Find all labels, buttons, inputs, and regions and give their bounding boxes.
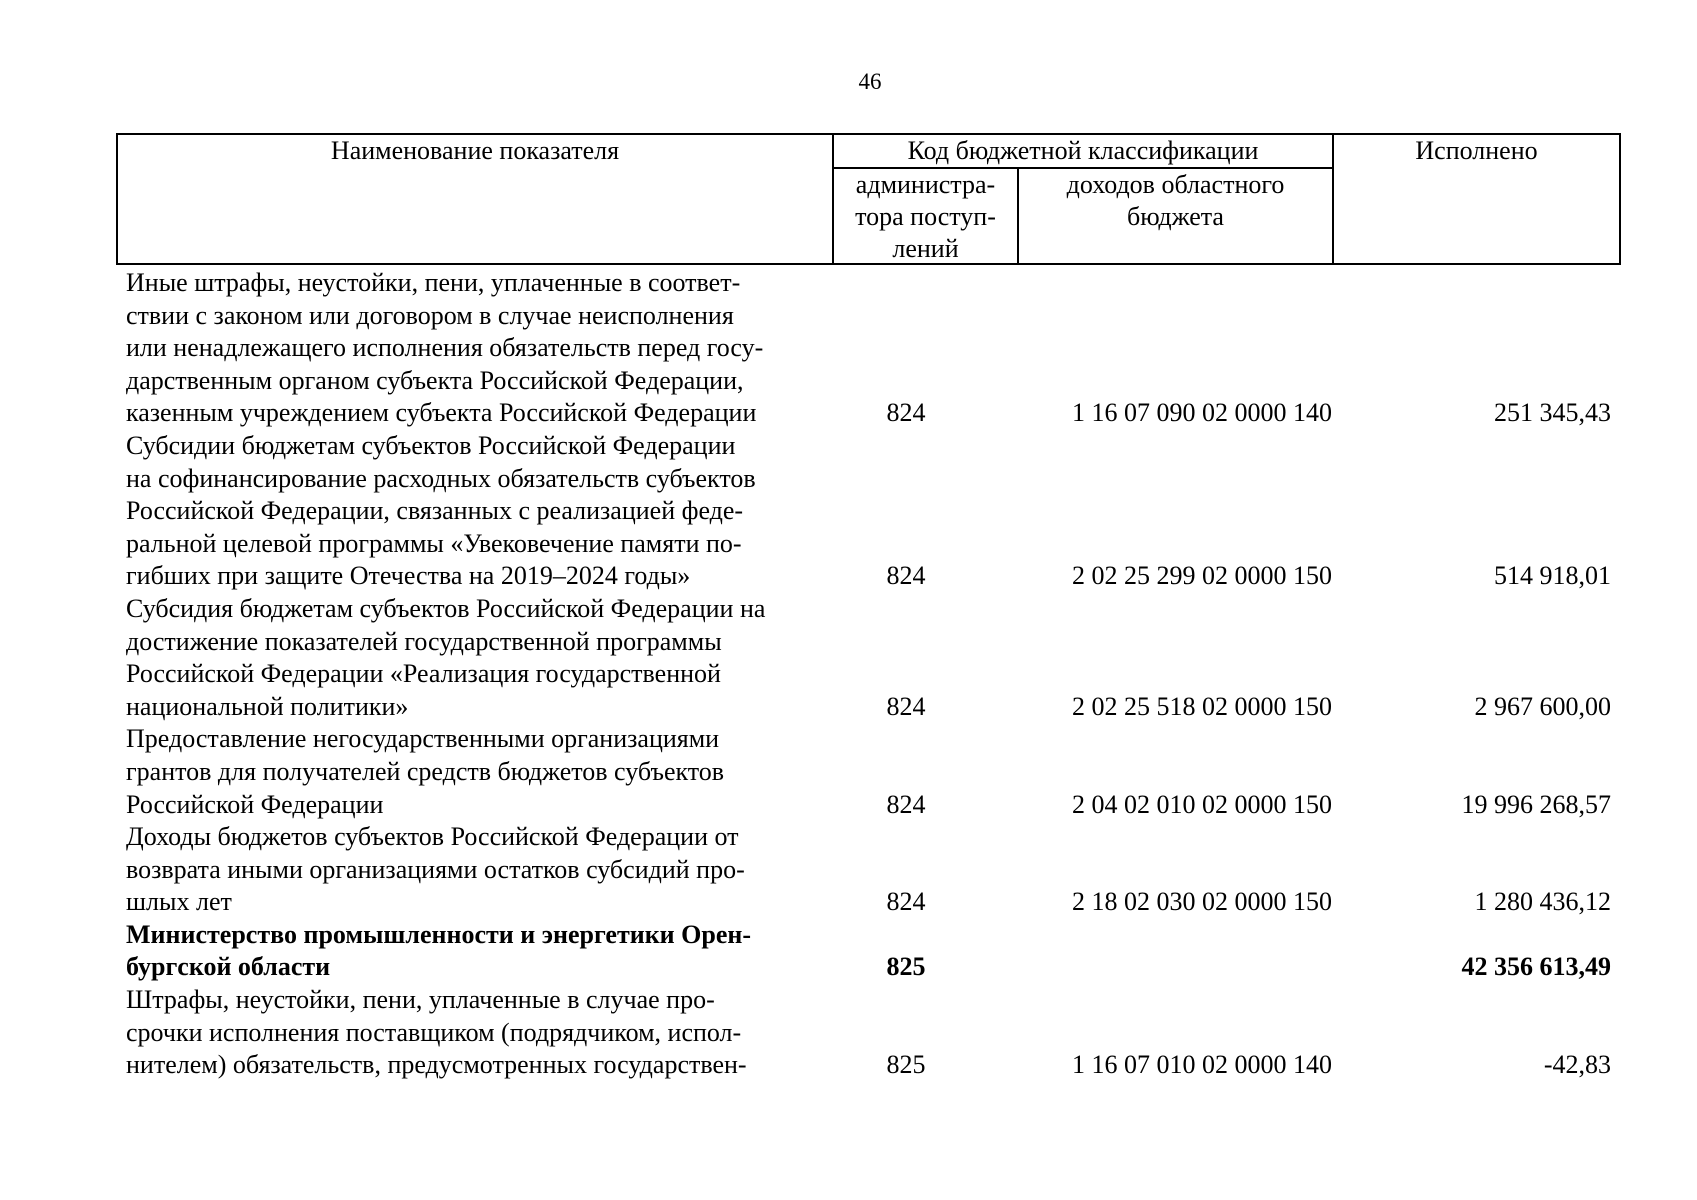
row-name [126, 267, 818, 430]
row-admin: 825 [886, 952, 926, 982]
row-admin: 824 [886, 561, 926, 591]
table-header [116, 133, 1621, 265]
row-name-line: Штрафы, неустойки, пени, уплаченные в случае про- [126, 985, 715, 1015]
row-admin: 825 [886, 1050, 926, 1080]
row-name-line: на софинансирование расходных обязательств субъектов [126, 463, 756, 493]
header-income-line: бюджета [1127, 202, 1224, 231]
row-amount: 251 345,43 [1494, 398, 1611, 428]
row-name-line: Российской Федерации [126, 789, 384, 819]
row-name-line: грантов для получателей средств бюджетов субъектов [126, 756, 725, 786]
row-name-line: гибших при защите Отечества на 2019–2024 годы» [126, 561, 691, 591]
row-name-line: Предоставление негосударственными организациями [126, 724, 720, 754]
table-body [126, 267, 1611, 1082]
row-code: 2 02 25 518 02 0000 150 [1072, 691, 1332, 721]
header-admin-line: администра- [855, 170, 996, 199]
header-income [1019, 169, 1332, 233]
row-name-line: Субсидии бюджетам субъектов Российской Федерации [126, 430, 736, 460]
row-name-line: шлых лет [126, 887, 232, 917]
row-admin: 824 [886, 789, 926, 819]
row-name-line: ствии с законом или договором в случае неисполнения [126, 300, 734, 330]
row-name-line: срочки исполнения поставщиком (подрядчиком, испол- [126, 1017, 742, 1047]
row-name-line: Иные штрафы, неустойки, пени, уплаченные в соответ- [126, 268, 741, 297]
table-row [126, 267, 1611, 430]
row-code: 1 16 07 090 02 0000 140 [1072, 398, 1332, 428]
header-admin-line: тора поступ- [855, 202, 996, 231]
header-admin-line: лений [892, 234, 959, 263]
table-row [126, 723, 1611, 821]
row-code: 2 04 02 010 02 0000 150 [1072, 789, 1332, 819]
table-row [126, 919, 1611, 984]
table-row [126, 593, 1611, 723]
row-name-line: дарственным органом субъекта Российской Федерации, [126, 365, 744, 395]
header-income-line: доходов областного [1066, 170, 1285, 199]
row-name-line: достижение показателей государственной программы [126, 626, 722, 656]
row-name-line: Российской Федерации «Реализация государственной [126, 659, 721, 689]
row-name-line: бургской области [126, 952, 331, 982]
row-name-line: возврата иными организациями остатков субсидий про- [126, 854, 745, 884]
table-row [126, 430, 1611, 593]
row-name-line: ральной целевой программы «Увековечение памяти по- [126, 528, 742, 558]
row-admin: 824 [886, 398, 926, 428]
row-admin: 824 [886, 691, 926, 721]
table-row [126, 821, 1611, 919]
row-name-line: или ненадлежащего исполнения обязательств перед госу- [126, 333, 764, 363]
row-amount: 514 918,01 [1494, 561, 1611, 591]
row-name-line: Российской Федерации, связанных с реализацией феде- [126, 496, 744, 526]
table-row [126, 984, 1611, 1082]
page-number: 46 [858, 69, 882, 94]
row-amount: 19 996 268,57 [1461, 789, 1611, 819]
row-name [126, 723, 818, 821]
header-admin [834, 169, 1017, 265]
row-name-line: Субсидия бюджетам субъектов Российской Федерации на [126, 593, 766, 623]
row-name [126, 593, 818, 723]
row-name [126, 919, 818, 984]
row-name-line: национальной политики» [126, 691, 409, 721]
row-admin: 824 [886, 887, 926, 917]
header-name: Наименование показателя [330, 136, 620, 165]
row-amount: -42,83 [1543, 1050, 1611, 1080]
row-code: 1 16 07 010 02 0000 140 [1072, 1050, 1332, 1080]
row-amount: 2 967 600,00 [1474, 691, 1611, 721]
row-name [126, 430, 818, 593]
row-name-line: казенным учреждением субъекта Российской Федерации [126, 398, 757, 428]
row-name-line: Министерство промышленности и энергетики Орен- [126, 919, 752, 949]
row-amount: 42 356 613,49 [1461, 952, 1611, 982]
row-amount: 1 280 436,12 [1474, 887, 1611, 917]
row-name [126, 821, 818, 919]
row-name-line: нителем) обязательств, предусмотренных государствен- [126, 1050, 747, 1080]
row-name-line: Доходы бюджетов субъектов Российской Федерации от [126, 822, 739, 852]
row-code: 2 18 02 030 02 0000 150 [1072, 887, 1332, 917]
row-code: 2 02 25 299 02 0000 150 [1072, 561, 1332, 591]
header-code-group: Код бюджетной классификации [907, 136, 1259, 165]
row-name [126, 984, 818, 1082]
header-executed: Исполнено [1415, 136, 1538, 165]
